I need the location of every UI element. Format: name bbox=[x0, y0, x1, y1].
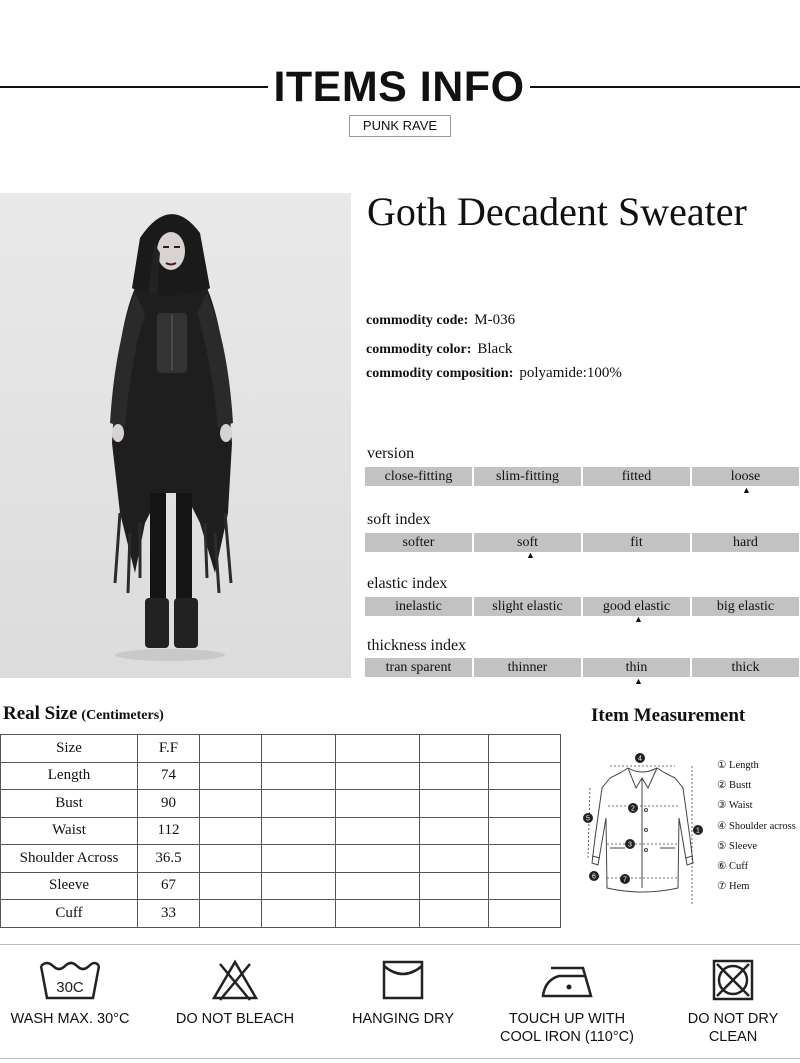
soft-index-scale bbox=[365, 533, 800, 552]
table-cell: 67 bbox=[138, 872, 200, 900]
version-option: loose bbox=[692, 467, 799, 486]
soft-index-option: fit bbox=[583, 533, 690, 552]
marker-5: 5 bbox=[586, 815, 590, 823]
thickness-index-option: thin bbox=[583, 658, 690, 677]
marker-1: 1 bbox=[696, 827, 700, 835]
measurement-title: Item Measurement bbox=[591, 705, 746, 726]
spec-color bbox=[366, 341, 512, 358]
soft-index-option: soft bbox=[474, 533, 581, 552]
table-cell: 74 bbox=[138, 762, 200, 790]
table-cell: 90 bbox=[138, 790, 200, 818]
care-dry-clean-label-1: DO NOT DRY bbox=[687, 1011, 779, 1027]
care-bleach bbox=[170, 958, 300, 1028]
size-table-title bbox=[3, 703, 164, 725]
table-row bbox=[1, 900, 561, 928]
size-table bbox=[0, 734, 561, 928]
marker-4: 4 bbox=[638, 755, 642, 763]
table-cell: Length bbox=[1, 762, 138, 790]
spec-color-value: Black bbox=[477, 341, 513, 357]
elastic-index-option: good elastic bbox=[583, 597, 690, 616]
legend-item: ① Length bbox=[717, 760, 759, 771]
spec-composition bbox=[366, 365, 622, 382]
coat-measurement-diagram bbox=[580, 748, 705, 913]
size-table-unit: (Centimeters) bbox=[81, 708, 164, 723]
brand-badge: PUNK RAVE bbox=[349, 115, 451, 137]
table-row bbox=[1, 817, 561, 845]
care-iron-label-1: TOUCH UP WITH bbox=[508, 1011, 626, 1027]
table-cell: Bust bbox=[1, 790, 138, 818]
elastic-index-label: elastic index bbox=[367, 575, 448, 592]
thickness-index-option: tran sparent bbox=[365, 658, 472, 677]
table-cell: 33 bbox=[138, 900, 200, 928]
version-marker-icon: ▲ bbox=[742, 485, 751, 495]
elastic-index-marker-icon: ▲ bbox=[634, 614, 643, 624]
care-bleach-label: DO NOT BLEACH bbox=[175, 1011, 295, 1027]
table-cell: 36.5 bbox=[138, 845, 200, 873]
spec-code-label: commodity code: bbox=[366, 313, 469, 328]
soft-index-option: softer bbox=[365, 533, 472, 552]
elastic-index-scale bbox=[365, 597, 800, 616]
spec-code-value: M-036 bbox=[474, 312, 516, 328]
marker-6: 6 bbox=[592, 873, 596, 881]
table-row bbox=[1, 762, 561, 790]
version-scale bbox=[365, 467, 800, 486]
thickness-index-scale bbox=[365, 658, 800, 677]
thickness-index-label: thickness index bbox=[367, 637, 467, 654]
wash-temp-text: 30C bbox=[56, 979, 84, 996]
table-row bbox=[1, 735, 561, 763]
care-dry-label: HANGING DRY bbox=[351, 1011, 455, 1027]
elastic-index-option: inelastic bbox=[365, 597, 472, 616]
table-row bbox=[1, 845, 561, 873]
thickness-index-marker-icon: ▲ bbox=[634, 676, 643, 686]
table-cell: Sleeve bbox=[1, 872, 138, 900]
marker-2: 2 bbox=[631, 805, 635, 813]
product-photo bbox=[0, 193, 351, 678]
care-dry-clean bbox=[672, 958, 794, 1046]
care-iron-label-2: COOL IRON (110°C) bbox=[500, 1029, 634, 1045]
table-cell: Waist bbox=[1, 817, 138, 845]
version-option: fitted bbox=[583, 467, 690, 486]
product-title: Goth Decadent Sweater bbox=[367, 189, 747, 234]
care-wash-label: WASH MAX. 30°C bbox=[10, 1011, 130, 1027]
care-dry bbox=[338, 958, 468, 1028]
measurement-legend bbox=[717, 756, 796, 897]
table-cell: F.F bbox=[138, 735, 200, 763]
spec-code bbox=[366, 312, 515, 329]
care-divider-bottom bbox=[0, 1058, 800, 1059]
spec-composition-value: polyamide:100% bbox=[519, 365, 622, 381]
marker-3: 3 bbox=[628, 841, 632, 849]
page-title: ITEMS INFO bbox=[273, 63, 525, 111]
elastic-index-option: slight elastic bbox=[474, 597, 581, 616]
soft-index-marker-icon: ▲ bbox=[526, 550, 535, 560]
legend-item: ⑥ Cuff bbox=[717, 861, 749, 873]
care-dry-clean-label-2: CLEAN bbox=[708, 1029, 758, 1045]
header-rule-right bbox=[530, 86, 800, 88]
table-cell: Size bbox=[1, 735, 138, 763]
soft-index-label: soft index bbox=[367, 511, 431, 528]
thickness-index-option: thinner bbox=[474, 658, 581, 677]
version-option: slim-fitting bbox=[474, 467, 581, 486]
marker-7: 7 bbox=[623, 876, 627, 884]
spec-composition-label: commodity composition: bbox=[366, 366, 514, 381]
no-bleach-icon bbox=[210, 958, 260, 1002]
version-option: close-fitting bbox=[365, 467, 472, 486]
care-iron bbox=[492, 958, 642, 1046]
header-rule-left bbox=[0, 86, 268, 88]
thickness-index-option: thick bbox=[692, 658, 799, 677]
wash-30-icon bbox=[37, 958, 103, 1002]
legend-item: ③ Waist bbox=[717, 800, 753, 812]
hanging-dry-icon bbox=[381, 958, 425, 1002]
spec-color-label: commodity color: bbox=[366, 342, 472, 357]
size-table-title-text: Real Size bbox=[3, 703, 78, 724]
care-wash bbox=[5, 958, 135, 1028]
iron-icon bbox=[537, 958, 597, 1002]
table-row bbox=[1, 872, 561, 900]
no-dry-clean-icon bbox=[711, 958, 755, 1002]
legend-item: ⑦ Hem bbox=[717, 881, 750, 893]
table-cell: Shoulder Across bbox=[1, 845, 138, 873]
table-row bbox=[1, 790, 561, 818]
care-divider-top bbox=[0, 944, 800, 945]
table-cell: Cuff bbox=[1, 900, 138, 928]
legend-item: ② Bustt bbox=[717, 780, 752, 792]
soft-index-option: hard bbox=[692, 533, 799, 552]
legend-item: ⑤ Sleeve bbox=[717, 840, 758, 852]
elastic-index-option: big elastic bbox=[692, 597, 799, 616]
version-label: version bbox=[367, 445, 415, 462]
table-cell: 112 bbox=[138, 817, 200, 845]
legend-item: ④ Shoulder across bbox=[717, 820, 796, 832]
